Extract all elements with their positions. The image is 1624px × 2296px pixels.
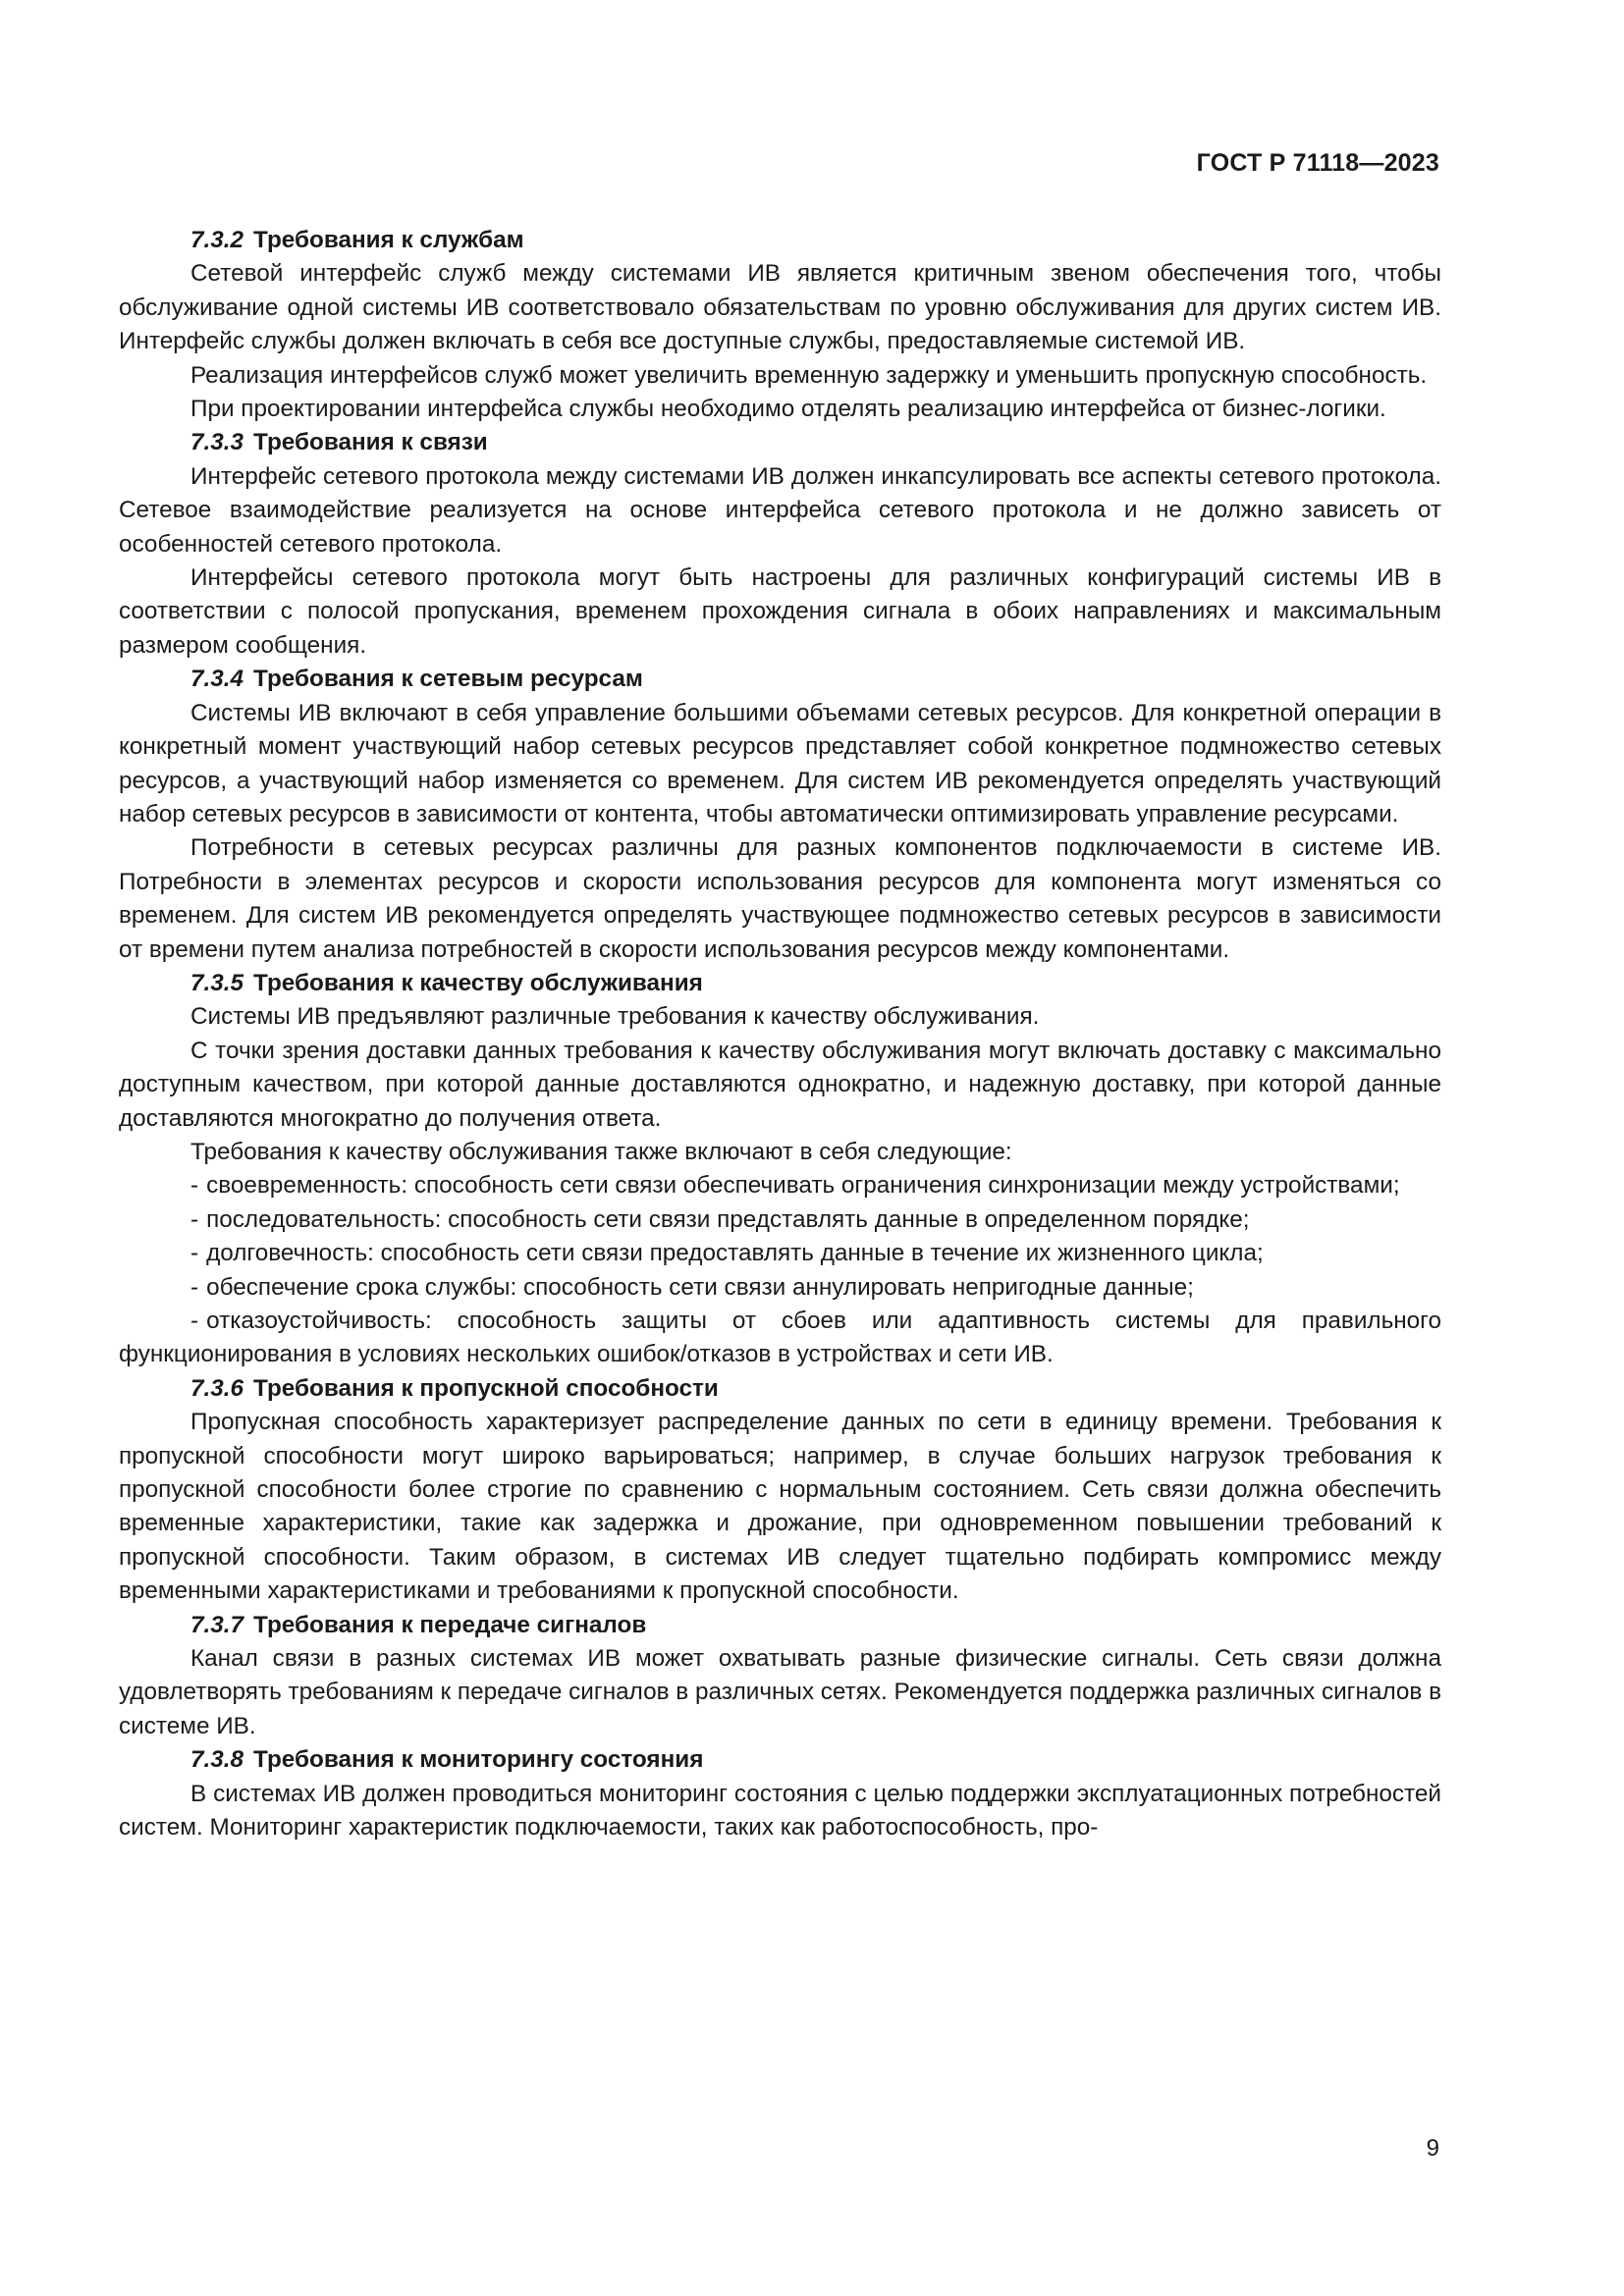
list-item-text: отказоустойчивость: способность защиты от сбоев или адаптивность системы для правильного функционирования в условиях нескольких ошибок/отказов в устройствах и сети ИВ. <box>119 1308 1441 1368</box>
paragraph: В системах ИВ должен проводиться мониторинг состояния с целью поддержки эксплуатационных потребностей систем. Мониторинг характеристик подключаемости, таких как работоспособность, про- <box>119 1780 1441 1842</box>
paragraph: Реализация интерфейсов служб может увеличить временную задержку и уменьшить пропускную способность. <box>190 361 1428 389</box>
section-title: Требования к передаче сигналов <box>253 1611 647 1638</box>
section-title: Требования к связи <box>253 429 488 456</box>
list-dash: - <box>190 1205 199 1233</box>
paragraph: Канал связи в разных системах ИВ может охватывать разные физические сигналы. Сеть связи должна удовлетворять требованиям к передаче сигналов в различных сетях. Рекомендуется поддержка различных сигналов в системе ИВ. <box>119 1645 1441 1739</box>
list-dash: - <box>190 1308 199 1334</box>
list-dash: - <box>190 1172 199 1200</box>
section-heading <box>119 1372 1441 1406</box>
section-title: Требования к пропускной способности <box>253 1374 719 1402</box>
section-number: 7.3.4 <box>190 666 244 693</box>
paragraph: С точки зрения доставки данных требования к качеству обслуживания могут включать доставку с максимально доступным качеством, при которой данные доставляются однократно, и надежную доставку, при которой данные доставляются многократно до получения ответа. <box>119 1037 1441 1132</box>
paragraph: Пропускная способность характеризует распределение данных по сети в единицу времени. Требования к пропускной способности могут широко варьироваться; например, в случае больших нагрузок требования к пропускной способности более строгие по сравнению с нормальным состоянием. Сеть связи должна обеспечить временные характеристики, такие как задержка и дрожание, при одновременном повышении требований к пропускной способности. Таким образом, в системах ИВ следует тщательно подбирать компромисс между временными характеристиками и требованиями к пропускной способности. <box>119 1409 1441 1605</box>
list-item <box>119 1203 1441 1237</box>
paragraph: Интерфейс сетевого протокола между системами ИВ должен инкапсулировать все аспекты сетевого протокола. Сетевое взаимодействие реализуется на основе интерфейса сетевого протокола и не должно зависеть от особенностей сетевого протокола. <box>119 462 1441 558</box>
standard-header: ГОСТ Р 71118—2023 <box>1196 149 1439 177</box>
paragraph: При проектировании интерфейса службы необходимо отделять реализацию интерфейса от бизнес-логики. <box>190 396 1386 423</box>
list-item <box>119 1237 1441 1270</box>
section-heading <box>119 1743 1441 1777</box>
list-dash: - <box>190 1273 199 1301</box>
section-title: Требования к сетевым ресурсам <box>253 666 643 693</box>
section-number: 7.3.8 <box>190 1746 244 1774</box>
paragraph: Системы ИВ включают в себя управление большими объемами сетевых ресурсов. Для конкретной операции в конкретный момент участвующий набор сетевых ресурсов представляет собой конкретное подмножество сетевых ресурсов, а участвующий набор изменяется со временем. Для систем ИВ рекомендуется определять участвующий набор сетевых ресурсов в зависимости от контента, чтобы автоматически оптимизировать управление ресурсами. <box>119 699 1441 828</box>
list-item-text: последовательность: способность сети связи представлять данные в определенном порядке; <box>206 1205 1250 1233</box>
paragraph: Интерфейсы сетевого протокола могут быть настроены для различных конфигураций системы ИВ в соответствии с полосой пропускания, временем прохождения сигнала в обоих направлениях и максимальным размером сообщения. <box>119 564 1441 659</box>
section-number: 7.3.7 <box>190 1611 244 1638</box>
list-item-text: обеспечение срока службы: способность сети связи аннулировать непригодные данные; <box>206 1273 1194 1301</box>
section-number: 7.3.3 <box>190 429 244 456</box>
section-heading <box>119 426 1441 459</box>
paragraph: Потребности в сетевых ресурсах различны для разных компонентов подключаемости в системе ИВ. Потребности в элементах ресурсов и скорости использования ресурсов для компонента могут изменяться со временем. Для систем ИВ рекомендуется определять участвующее подмножество сетевых ресурсов в зависимости от времени путем анализа потребностей в скорости использования ресурсов между компонентами. <box>119 834 1441 963</box>
list-item <box>119 1169 1441 1202</box>
paragraph: Требования к качеству обслуживания также включают в себя следующие: <box>190 1138 1012 1165</box>
list-item <box>119 1305 1441 1372</box>
section-number: 7.3.6 <box>190 1374 244 1402</box>
paragraph: Системы ИВ предъявляют различные требования к качеству обслуживания. <box>190 1003 1040 1031</box>
section-heading <box>119 663 1441 696</box>
list-dash: - <box>190 1240 199 1267</box>
section-title: Требования к службам <box>253 227 524 253</box>
section-heading <box>119 967 1441 1000</box>
section-number: 7.3.5 <box>190 969 244 996</box>
list-item-text: долговечность: способность сети связи предоставлять данные в течение их жизненного цикла; <box>206 1240 1264 1267</box>
section-title: Требования к мониторингу состояния <box>253 1746 704 1774</box>
body-text <box>119 224 1441 1845</box>
paragraph: Сетевой интерфейс служб между системами ИВ является критичным звеном обеспечения того, чтобы обслуживание одной системы ИВ соответствовало обязательствам по уровню обслуживания для других систем ИВ. Интерфейс службы должен включать в себя все доступные службы, предоставляемые системой ИВ. <box>119 260 1441 355</box>
section-title: Требования к качеству обслуживания <box>253 969 703 996</box>
page-number: 9 <box>1426 2135 1439 2162</box>
list-item <box>119 1271 1441 1305</box>
list-item-text: своевременность: способность сети связи обеспечивать ограничения синхронизации между устройствами; <box>206 1172 1400 1200</box>
section-heading <box>119 1609 1441 1642</box>
section-heading <box>119 224 1441 257</box>
section-number: 7.3.2 <box>190 227 244 253</box>
